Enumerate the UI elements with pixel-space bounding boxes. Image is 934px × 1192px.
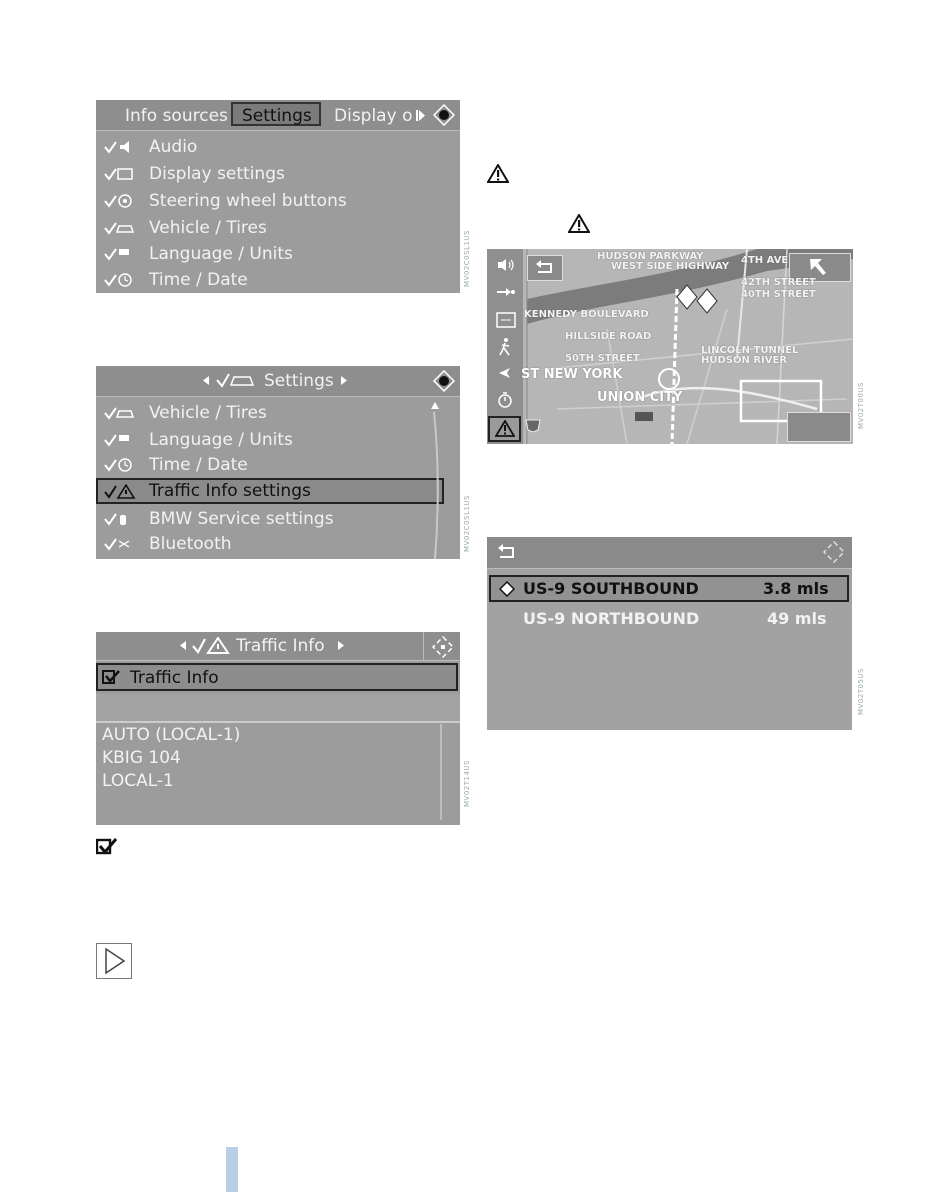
diamond-icon — [499, 581, 515, 597]
chevron-right-icon[interactable] — [338, 641, 344, 650]
warning-icon — [568, 214, 590, 233]
menu-item-vehicle-tires[interactable]: Vehicle / Tires — [149, 218, 267, 238]
map-scale-box[interactable] — [787, 412, 851, 442]
arrow-right-icon[interactable] — [416, 109, 425, 122]
audio-icon — [104, 140, 136, 154]
street-label: HUDSON PARKWAY — [597, 251, 704, 262]
map-view-icon[interactable] — [496, 312, 516, 328]
menu-item-time-date[interactable]: Time / Date — [149, 270, 248, 290]
menu-item-time-date[interactable]: Time / Date — [149, 455, 248, 475]
street-label: 4TH AVE — [741, 255, 789, 266]
scrollbar[interactable] — [440, 724, 442, 820]
station-auto-local-1[interactable]: AUTO (LOCAL-1) — [102, 725, 241, 745]
tab-settings-label: Settings — [242, 106, 312, 126]
station-local-1[interactable]: LOCAL-1 — [102, 771, 174, 791]
page-margin-bar — [226, 1147, 238, 1192]
menu-item-audio[interactable]: Audio — [149, 137, 198, 157]
checkbox-checked-icon — [96, 838, 118, 855]
bluetooth-icon — [104, 537, 136, 551]
compass-arrow-icon — [808, 257, 828, 277]
clock-icon — [104, 273, 136, 287]
street-label: WEST SIDE HIGHWAY — [611, 261, 730, 272]
volume-icon[interactable] — [497, 258, 515, 272]
station-kbig-104[interactable]: KBIG 104 — [102, 748, 181, 768]
traffic-row-name[interactable]: US-9 NORTHBOUND — [523, 609, 700, 628]
street-label: LINCOLN TUNNEL — [701, 345, 799, 356]
city-label: UNION CITY — [597, 390, 683, 405]
header-title: Traffic Info — [236, 636, 325, 656]
header-bar — [487, 537, 852, 569]
scrollbar[interactable] — [428, 402, 442, 559]
city-label: ST NEW YORK — [521, 367, 623, 382]
street-label: 40TH STREET — [741, 289, 816, 300]
warning-icon — [495, 420, 515, 437]
menu-item-traffic-info-settings[interactable]: Traffic Info settings — [149, 481, 311, 501]
traffic-info-checkbox-label: Traffic Info — [130, 668, 219, 688]
figure-code: MV02T05US — [857, 668, 865, 715]
street-label: KENNEDY BOULEVARD — [524, 309, 649, 320]
tab-display[interactable]: Display o — [334, 106, 413, 126]
traffic-list-screen — [487, 537, 852, 730]
car-icon — [104, 221, 136, 235]
menu-item-language-units[interactable]: Language / Units — [149, 244, 293, 264]
traffic-info-screen — [96, 632, 460, 825]
clock-icon — [104, 458, 136, 472]
controller-icon — [823, 541, 845, 563]
chevron-left-icon[interactable] — [203, 376, 209, 385]
menu-item-bluetooth[interactable]: Bluetooth — [149, 534, 232, 554]
route-shield-icon — [525, 419, 541, 433]
traffic-row-distance: 3.8 mls — [763, 579, 829, 598]
play-note-icon — [96, 943, 132, 979]
street-label: 42TH STREET — [741, 277, 816, 288]
chevron-left-icon[interactable] — [180, 641, 186, 650]
chevron-right-icon[interactable] — [341, 376, 347, 385]
traffic-row-name: US-9 SOUTHBOUND — [523, 579, 699, 598]
traffic-row-distance: 49 mls — [767, 609, 827, 628]
direction-icon[interactable] — [498, 367, 512, 379]
menu-item-vehicle-tires[interactable]: Vehicle / Tires — [149, 403, 267, 423]
menu-item-steering-wheel[interactable]: Steering wheel buttons — [149, 191, 347, 211]
warning-icon — [487, 164, 509, 183]
timer-icon[interactable] — [497, 391, 513, 409]
navigation-map[interactable] — [487, 249, 853, 444]
route-arrow-icon[interactable] — [496, 286, 516, 298]
header-title: Settings — [264, 371, 334, 391]
display-icon — [104, 167, 136, 181]
checkbox-checked-icon[interactable] — [102, 670, 122, 684]
steering-wheel-icon — [104, 194, 136, 208]
flag-icon — [104, 247, 136, 261]
back-arrow-icon — [535, 260, 553, 274]
street-label: 50TH STREET — [565, 353, 640, 364]
controller-icon — [433, 370, 455, 392]
service-icon — [104, 512, 136, 526]
figure-code: MV02C0SL1US — [463, 495, 471, 552]
pedestrian-icon[interactable] — [498, 337, 512, 357]
settings-tab-screen — [96, 100, 460, 293]
traffic-warning-icon — [104, 484, 136, 499]
figure-code: MV02C0SL1US — [463, 230, 471, 287]
street-label: HUDSON RIVER — [701, 355, 788, 366]
car-icon — [104, 406, 136, 420]
empty-row — [96, 694, 460, 723]
settings-icon — [216, 372, 258, 388]
header-divider — [423, 632, 424, 660]
figure-code: MV02T14US — [463, 760, 471, 807]
controller-icon — [433, 104, 455, 126]
back-arrow-icon[interactable] — [497, 544, 515, 559]
street-label: HILLSIDE ROAD — [565, 331, 652, 342]
menu-item-bmw-service[interactable]: BMW Service settings — [149, 509, 334, 529]
menu-item-display-settings[interactable]: Display settings — [149, 164, 285, 184]
controller-icon — [432, 636, 454, 658]
menu-item-language-units[interactable]: Language / Units — [149, 430, 293, 450]
tab-info-sources[interactable]: Info sources — [125, 106, 228, 126]
settings-list-screen — [96, 366, 460, 559]
figure-code: MV02T00US — [857, 382, 865, 429]
traffic-info-icon — [192, 637, 230, 654]
flag-icon — [104, 433, 136, 447]
